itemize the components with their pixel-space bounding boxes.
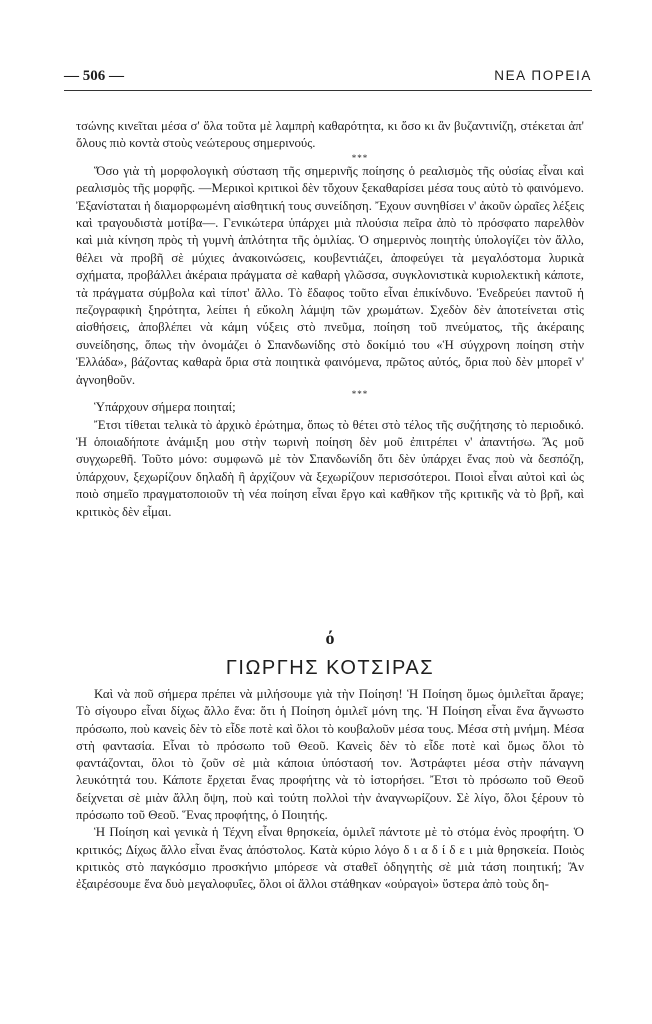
section-two-text [76, 686, 584, 894]
article-heading [76, 627, 584, 681]
section-one-text [76, 118, 584, 521]
section-separator: *** [351, 152, 369, 163]
journal-title: ΝΕΑ ΠΟΡΕΙΑ [494, 68, 592, 83]
paragraph: Καὶ νὰ ποῦ σήμερα πρέπει νὰ μιλήσουμε γιὰ τὴν Ποίηση! Ἡ Ποίηση ὅμως ὁμιλεῖται ἄραγε; Τὸ σίγουρο εἶναι δίχως ἄλλο ἕνα: ὅτι ἡ Ποίηση ὁμιλεῖ μόνη της. Ἡ Ποίηση εἶναι ἕνα ἄγνωστο πρόσωπο, ποὺ κανεὶς δὲν τὸ εἶδε ποτὲ καὶ ὅλοι τὸ κουβαλοῦν μέσα τους. Μέσα στὴ μνήμη. Μέσα στὴ φαντασία. Εἶναι τὸ πρόσωπο τοῦ Θεοῦ. Κανεὶς δὲν τὸ εἶδε ποτὲ καὶ ὅμως ὅλοι τὸ φαντάζονται, ὅλοι τὸ ζοῦν σὲ μιὰ κάποια ὑπόστασή τον. Ἀστράφτει μέσα στὴν πάναγνη λευκότητά του. Κάποτε ἔρχεται ἕνας προφήτης νὰ τὸ ἱστορήσει. Ἔτσι τὸ πρόσωπο τοῦ Θεοῦ δείχνεται σὲ μιὰν ἄλλη ὄψη, ποὺ καὶ τούτη πολλοὶ τὴν ἀναγνωρίζουν. Σὲ λίγο, ὅλοι ξέρουν τὸ πρόσωπο τοῦ Θεοῦ. Ἕνας προφήτης, ὁ Ποιητής. [76, 687, 584, 823]
section-separator: *** [351, 389, 369, 400]
paragraph: Ὅσο γιὰ τὴ μορφολογικὴ σύσταση τῆς σημερινῆς ποίησης ὁ ρεαλισμὸς τῆς οὐσίας εἶναι καὶ ρεαλισμὸς τῆς μορφῆς. —Μερικοὶ κριτικοὶ δὲν τὄχουν ξεκαθαρίσει μέσα τους αὐτὸ τὸ φαινόμενο. Ἐξανίσταται ἡ διαμορφωμένη αἰσθητική τους συνείδηση. Ἔχουν συνηθίσει ν' ἀκοῦν ὡραῖες λέξεις καὶ τραγουδιστὰ μοτίβα—. Γενικώτερα ὑπάρχει μιὰ πλούσια πεῖρα ἀπὸ τὸ πρόσφατο παρελθὸν καὶ μιὰ κίνηση πρὸς τὴ γυμνὴ ἁπλότητα τῆς ὁμιλίας. Ὁ σημερινὸς ποιητὴς ὑπολογίζει τὸν ἄλλο, θέλει νὰ προβῆ σὲ μύχιες ἀνακοινώσεις, κουβεντιάζει, ἀποφεύγει τὰ μεγαλόστομα λυρικὰ σχήματα, προβάλλει ἀκέραια πράγματα σὲ καθαρὴ γλῶσσα, συγκλονιστικὰ κυριολεκτικὴ κάποτε, τὰ πράγματα σύμβολα καὶ τίποτ' ἄλλο. Τὸ ἔδαφος τοῦτο εἶναι ἐπικίνδυνο. Ἐνεδρεύει παντοῦ ἡ πεζογραφικὴ ξηρότητα, λείπει ἡ εὔκολη λάμψη τῶν χρωμάτων. Σχεδὸν δὲν ἀποτείνεται στὶς αἰσθήσεις, ἀποβλέπει νὰ κάμη νύξεις στὸ πνεῦμα, ποίηση τοῦ πνεύματος, τῆς ἀκέραιης συνείδησης, ὅπως τὴν ὀνομάζει ὁ Σπανδωνίδης στὸ δοκίμιό του «Ἡ σύγχρονη ποίηση στὴν Ἑλλάδα», βάζοντας καθαρὰ ὅρια στὰ ποιητικὰ φαινόμενα, πρῶτος αὐτός, ὅρια ποὺ δὲν μπορεῖ ν' ἀγνοηθοῦν. [76, 163, 584, 387]
paragraph: τσώνης κινεῖται μέσα σ' ὅλα τοῦτα μὲ λαμπρὴ καθαρότητα, κι ὅσο κι ἂν βυζαντινίζη, στέκεται ἀπ' ὅλους πιὸ κοντὰ στοὺς νεώτερους σημερινούς. [76, 119, 584, 151]
page-header [64, 68, 592, 90]
paragraph: Ἡ Ποίηση καὶ γενικὰ ἡ Τέχνη εἶναι θρησκεία, ὁμιλεῖ πάντοτε μὲ τὸ στόμα ἑνὸς προφήτη. Ὁ κριτικός; Δίχως ἄλλο εἶναι ἕνας ἀπόστολος. Κατὰ κύριο λόγο δ ι α δ ί δ ε ι μιὰ θρησκεία. Ποιὸς κριτικὸς στὸ παγκόσμιο προσκήνιο μπόρεσε νὰ σταθεῖ ὁδηγητὴς σὲ μιὰ τάση ποιητική; Ἂν ἐξαιρέσουμε ἕνα δυὸ μεγαλοφυΐες, ὅλοι οἱ ἄλλοι στάθηκαν «οὐραγοὶ» ὕστερα ἀπὸ τοὺς δη- [76, 825, 584, 892]
paragraph: Ἔτσι τίθεται τελικὰ τὸ ἀρχικὸ ἐρώτημα, ὅπως τὸ θέτει στὸ τέλος τῆς συζήτησης τὸ περιοδικό. Ἡ ὁποιαδήποτε ἀνάμιξη μου στὴν τωρινὴ ποίηση δὲν μοῦ ἐπιτρέπει ν' ἀπαντήσω. Ἂς μοῦ συγχωρεθῆ. Τοῦτο μόνο: συμφωνῶ μὲ τὸν Σπανδωνίδη ὅτι δὲν ὑπάρχει ἕνας ποὺ νὰ δεσπόζη, ὑπάρχουν, ξεχωρίζουν δηλαδὴ ἢ ἀρχίζουν νὰ ξεχωρίζουν περισσότεροι. Ποιοὶ εἶναι αὐτοὶ καὶ ὡς ποιὸ σημεῖο πραγματοποιοῦν τὴ νέα ποίηση εἶναι ἔργο καὶ καθῆκον τῆς κριτικῆς νὰ τὸ βρῆ, καὶ κριτικὸς δὲν εἶμαι. [76, 417, 584, 519]
page-number: — 506 — [64, 68, 124, 84]
article-marker: ό [325, 628, 335, 648]
article-author: ΓΙΩΡΓΗΣ ΚΟΤΣΙΡΑΣ [225, 657, 435, 679]
paragraph: Ὑπάρχουν σήμερα ποιηταί; [94, 400, 236, 415]
header-rule [64, 90, 592, 91]
